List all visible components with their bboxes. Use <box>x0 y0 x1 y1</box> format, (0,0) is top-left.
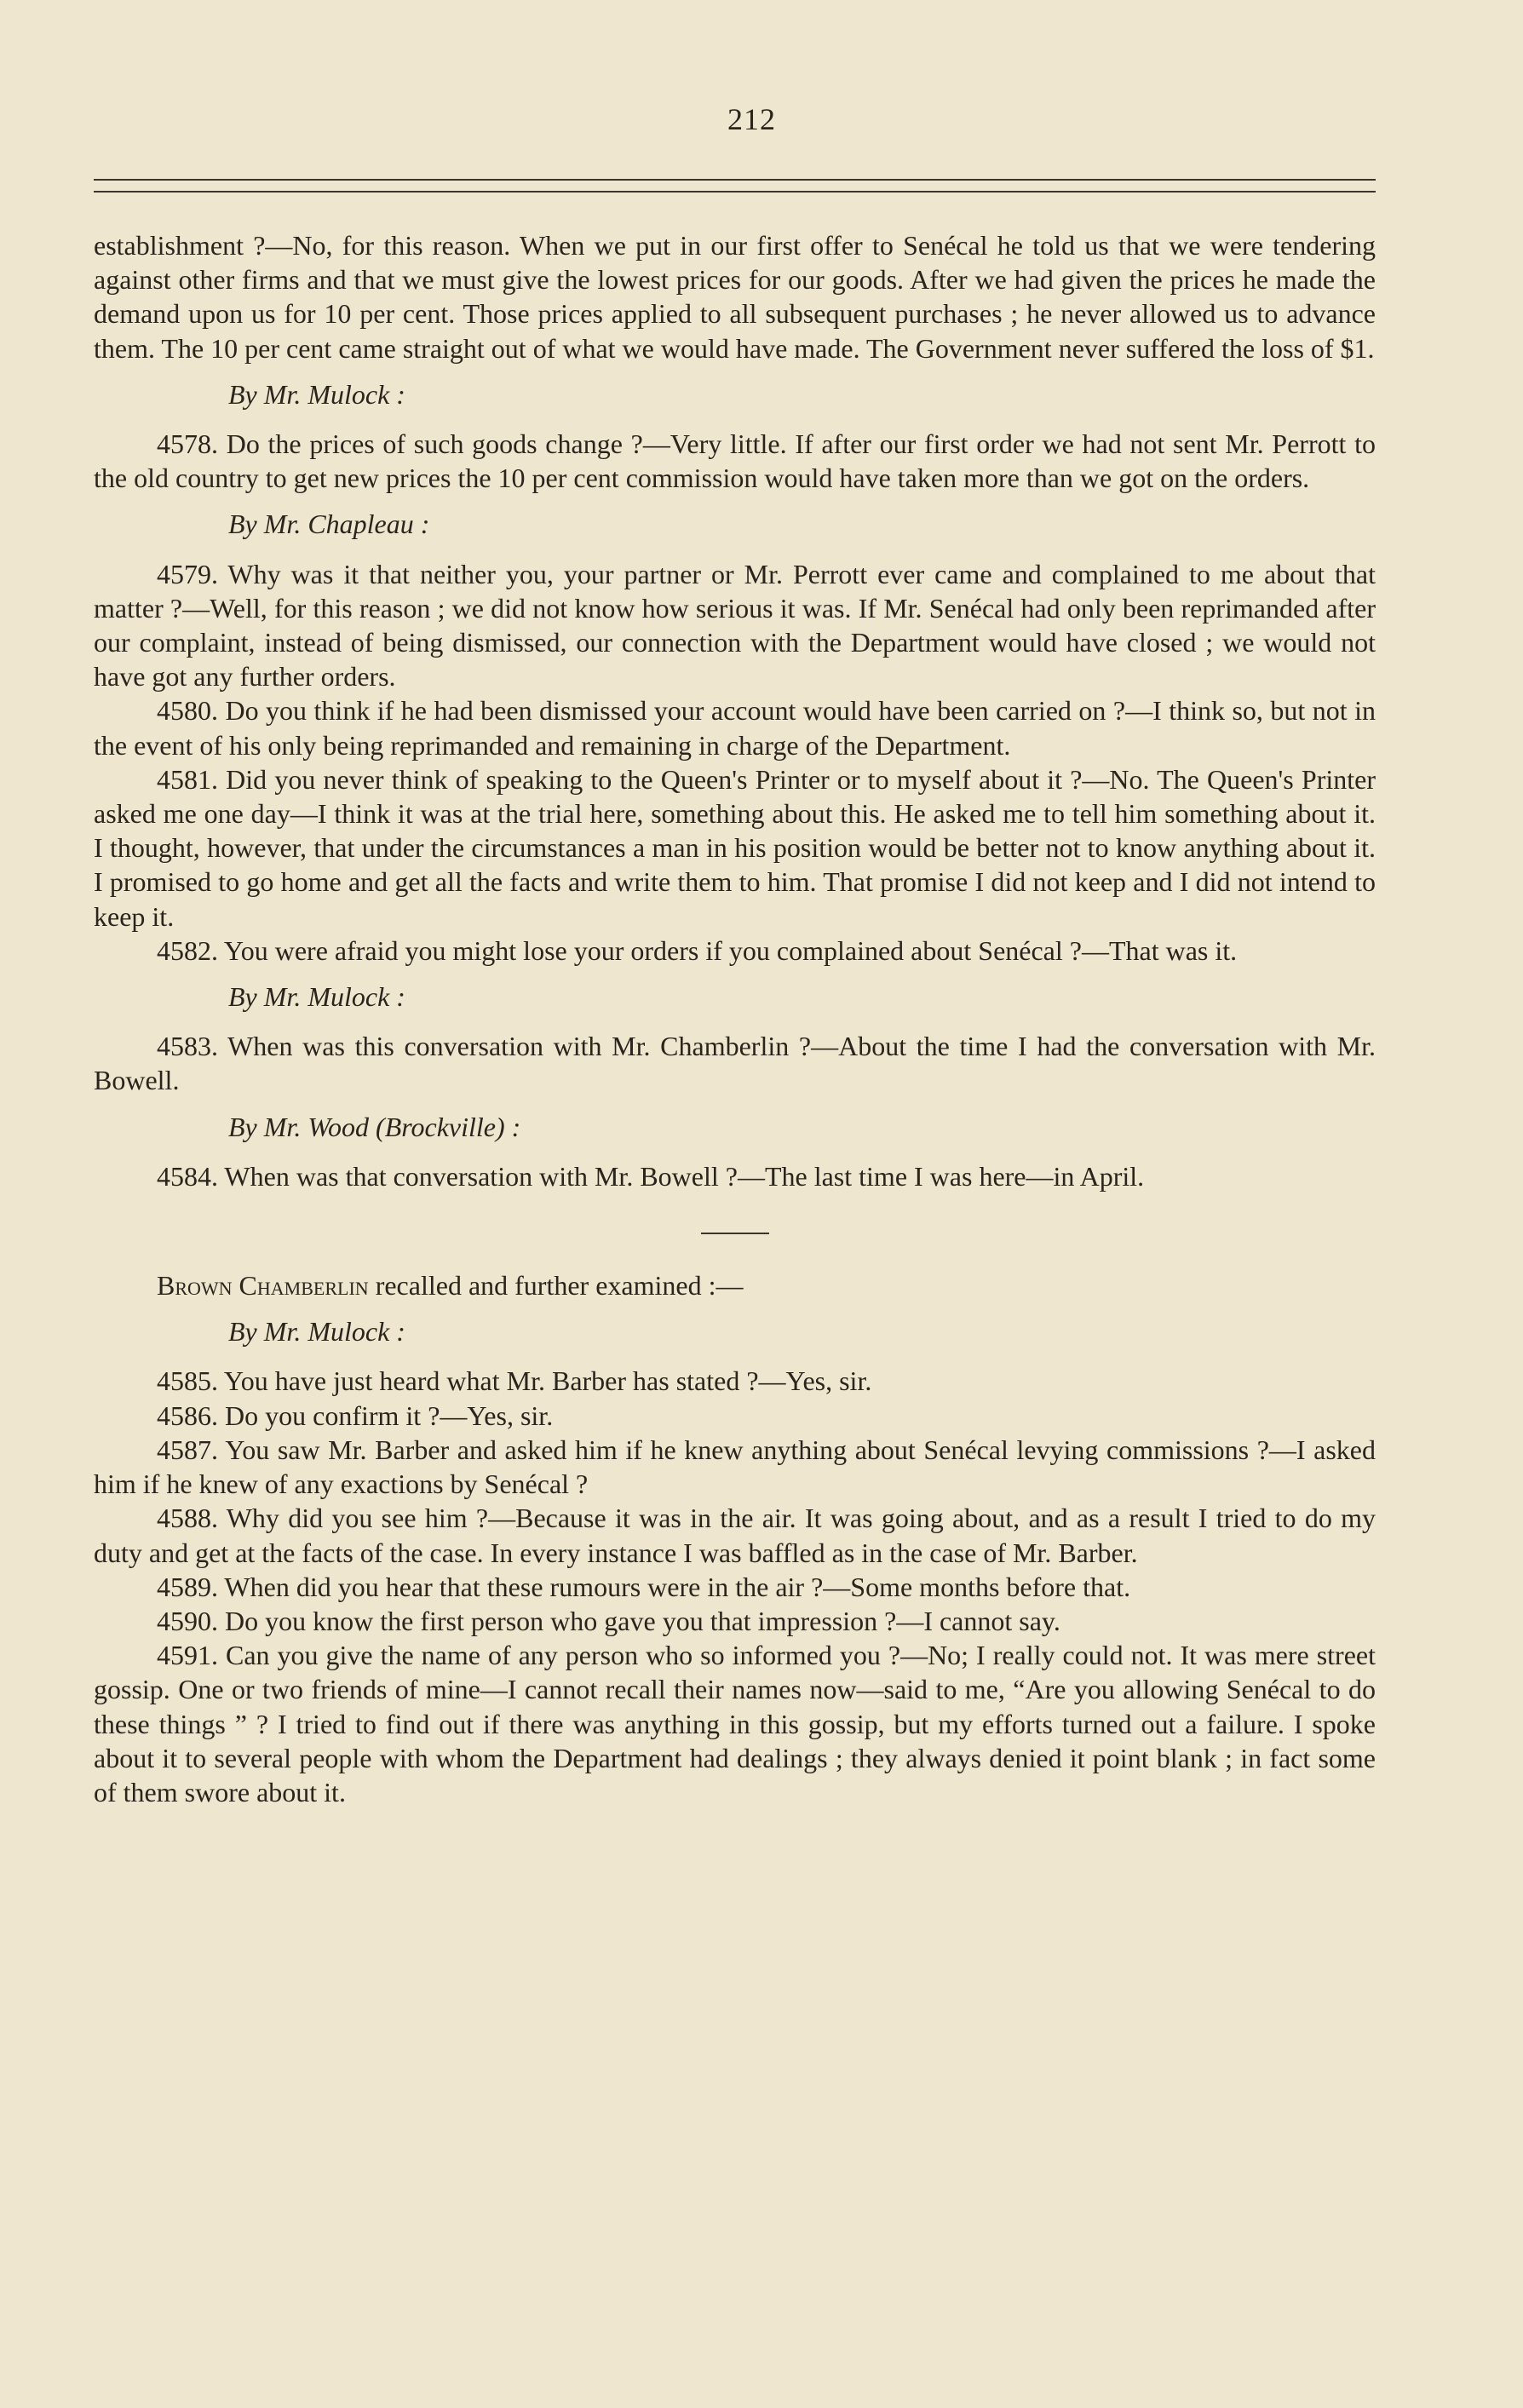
section-divider <box>701 1233 769 1234</box>
question-4579: 4579. Why was it that neither you, your partner or Mr. Perrott ever came and complained to me about that matter ?—Well, for this reason ; we did not know how serious it was. If Mr. Senécal had only been reprimanded after our complaint, instead of being dismissed, our connection with the Department would have closed ; we would not have got any further orders. <box>94 558 1376 693</box>
header-rule-top <box>94 179 1376 181</box>
witness-name: Brown Chamberlin <box>157 1270 369 1302</box>
question-4583: 4583. When was this conversation with Mr. Chamberlin ?—About the time I had the conversation with Mr. Bowell. <box>94 1031 1376 1096</box>
speaker-heading: By Mr. Wood (Brockville) : <box>228 1111 521 1142</box>
header-rule-bottom <box>94 191 1376 193</box>
witness-rest: recalled and further examined :— <box>368 1270 744 1302</box>
page-number: 212 <box>727 102 776 136</box>
question-4581: 4581. Did you never think of speaking to the Queen's Printer or to myself about it ?—No. The Queen's Printer asked me one day—I think it was at the trial here, something about this. He asked me to tell him something about it. I thought, however, that under the circumstances a man in his position would be better not to know anything about it. I promised to go home and get all the facts and write them to him. That promise I did not keep and I did not intend to keep it. <box>94 763 1376 932</box>
opening-paragraph: establishment ?—No, for this reason. When we put in our first offer to Senécal he told us that we were tendering against other firms and that we must give the lowest prices for our goods. After we had given the prices he made the demand upon us for 10 per cent. Those prices applied to all subsequent purchases ; he never allowed us to advance them. The 10 per cent came straight out of what we would have made. The Government never suffered the loss of $1. <box>94 230 1376 364</box>
question-4586: 4586. Do you confirm it ?—Yes, sir. <box>157 1399 554 1431</box>
question-4591: 4591. Can you give the name of any person who so informed you ?—No; I really could not. It was mere street gossip. One or two friends of mine—I cannot recall their names now—said to me, “Are you allowing Senécal to do these things ” ? I tried to find out if there was anything in this gossip, but my efforts turned out a failure. I spoke about it to several people with whom the Department had dealings ; they always denied it point blank ; in fact some of them swore about it. <box>94 1640 1376 1807</box>
question-4580: 4580. Do you think if he had been dismissed your account would have been carried on ?—I think so, but not in the event of his only being reprimanded and remaining in charge of the Department. <box>94 695 1376 761</box>
header-rules <box>94 179 1376 198</box>
speaker-heading: By Mr. Chapleau : <box>228 509 430 540</box>
question-4578: 4578. Do the prices of such goods change ?—Very little. If after our first order we had not sent Mr. Perrott to the old country to get new prices the 10 per cent commission would have taken more than we got on the orders. <box>94 428 1376 494</box>
speaker-heading: By Mr. Mulock : <box>228 1316 405 1348</box>
question-4589: 4589. When did you hear that these rumours were in the air ?—Some months before that. <box>157 1571 1131 1602</box>
question-4590: 4590. Do you know the first person who gave you that impression ?—I cannot say. <box>157 1605 1060 1636</box>
document-page <box>94 94 1376 1809</box>
question-4585: 4585. You have just heard what Mr. Barber has stated ?—Yes, sir. <box>157 1365 872 1397</box>
speaker-heading: By Mr. Mulock : <box>228 981 405 1013</box>
witness-line <box>94 1268 1376 1302</box>
question-4584: 4584. When was that conversation with Mr. Bowell ?—The last time I was here—in April. <box>157 1160 1145 1192</box>
speaker-heading: By Mr. Mulock : <box>228 378 405 410</box>
question-4588: 4588. Why did you see him ?—Because it was in the air. It was going about, and as a result I tried to do my duty and get at the facts of the case. In every instance I was baffled as in the case of Mr. Barber. <box>94 1503 1376 1568</box>
body-text <box>94 228 1376 1809</box>
question-4582: 4582. You were afraid you might lose your orders if you complained about Senécal ?—That was it. <box>157 934 1238 966</box>
question-4587: 4587. You saw Mr. Barber and asked him if he knew anything about Senécal levying commissions ?—I asked him if he knew of any exactions by Senécal ? <box>94 1434 1376 1500</box>
